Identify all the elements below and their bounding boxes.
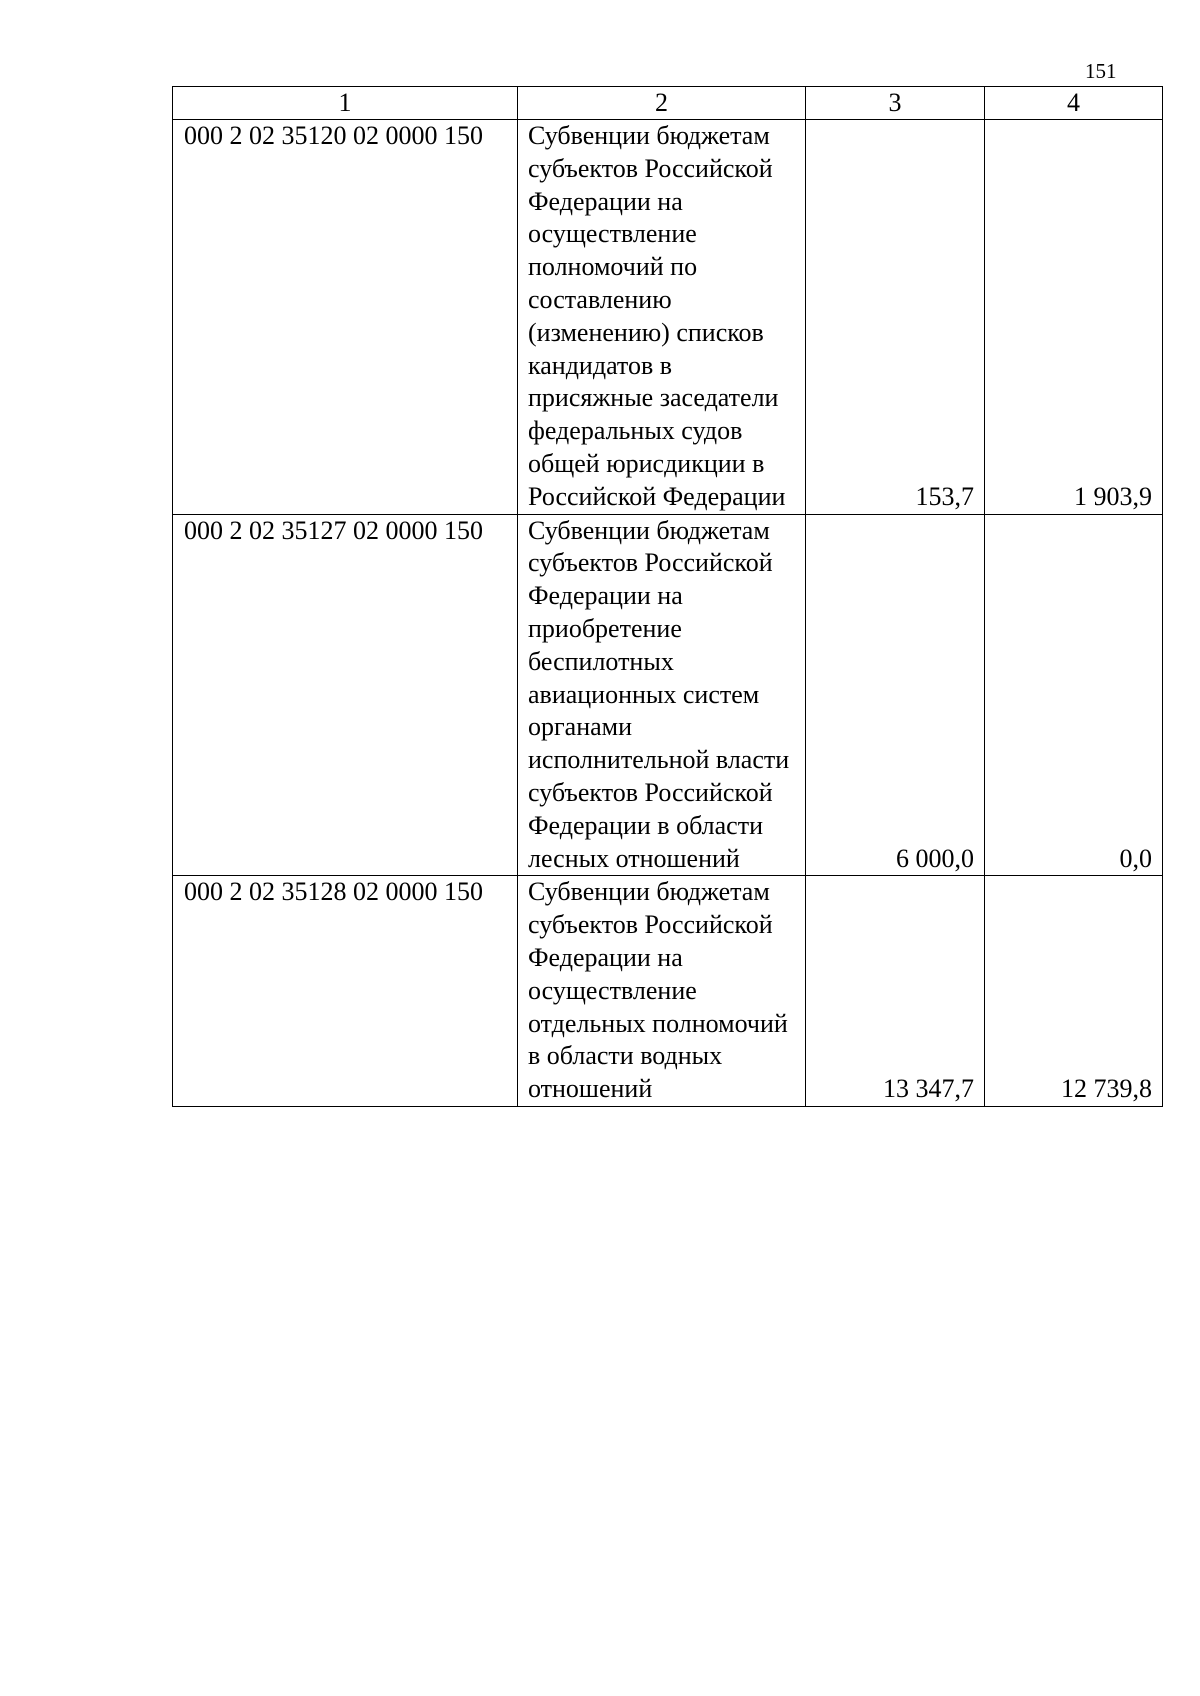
page-number: 151 — [1085, 59, 1117, 83]
header-col-2: 2 — [518, 87, 806, 120]
budget-code-cell: 000 2 02 35128 02 0000 150 — [173, 876, 518, 1107]
table-row — [173, 876, 1163, 1107]
header-col-3: 3 — [806, 87, 985, 120]
amount-col3-cell: 153,7 — [806, 120, 985, 515]
budget-code-cell: 000 2 02 35120 02 0000 150 — [173, 120, 518, 515]
amount-col4-cell: 1 903,9 — [985, 120, 1163, 515]
budget-table — [172, 86, 1163, 1107]
budget-code-cell: 000 2 02 35127 02 0000 150 — [173, 514, 518, 876]
header-col-1: 1 — [173, 87, 518, 120]
header-row — [173, 87, 1163, 120]
amount-col4-cell: 0,0 — [985, 514, 1163, 876]
amount-col4-cell: 12 739,8 — [985, 876, 1163, 1107]
amount-col3-cell: 13 347,7 — [806, 876, 985, 1107]
description-cell: Субвенции бюджетам субъектов Российской Федерации на осуществление отдельных полномочий в области водных отношений — [518, 876, 806, 1107]
header-col-4: 4 — [985, 87, 1163, 120]
description-cell: Субвенции бюджетам субъектов Российской Федерации на осуществление полномочий по составлению (изменению) списков кандидатов в присяжные заседатели федеральных судов общей юрисдикции в Российской Федерации — [518, 120, 806, 515]
table-row — [173, 514, 1163, 876]
table-row — [173, 120, 1163, 515]
table-body — [173, 120, 1163, 1107]
description-cell: Субвенции бюджетам субъектов Российской Федерации на приобретение беспилотных авиационных систем органами исполнительной власти субъектов Российской Федерации в области лесных отношений — [518, 514, 806, 876]
amount-col3-cell: 6 000,0 — [806, 514, 985, 876]
table-header — [173, 87, 1163, 120]
